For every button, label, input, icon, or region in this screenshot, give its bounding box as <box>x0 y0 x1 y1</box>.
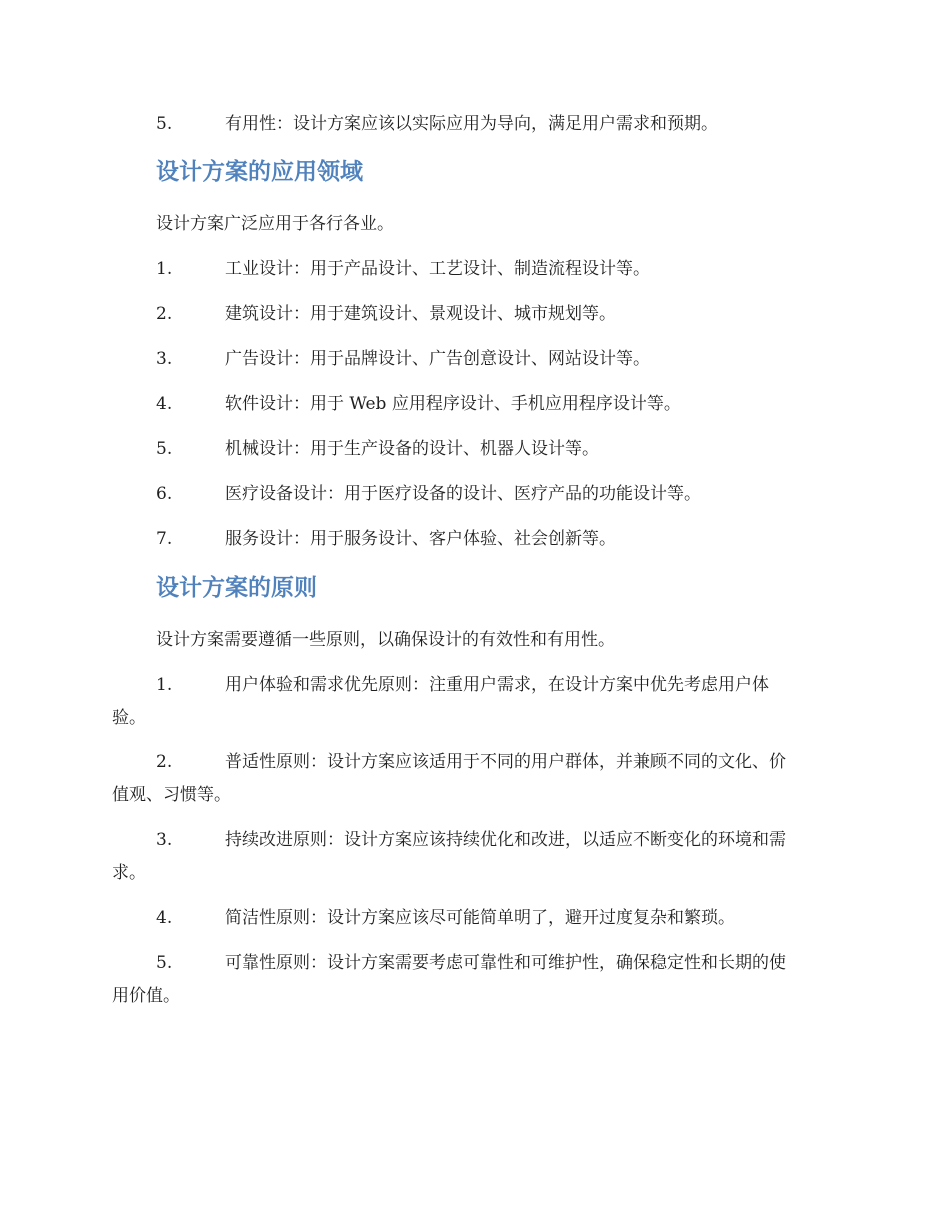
list-number: 6. <box>156 484 173 504</box>
list-item <box>112 902 838 935</box>
list-text-line1: 普适性原则：设计方案应该适用于不同的用户群体，并兼顾不同的文化、价 <box>225 752 786 772</box>
section-heading: 设计方案的原则 <box>156 575 317 601</box>
list-number: 4. <box>156 908 173 928</box>
list-item <box>112 298 838 331</box>
list-item <box>112 478 838 511</box>
list-item <box>112 669 838 735</box>
list-text-line2: 求。 <box>112 863 146 883</box>
section-heading: 设计方案的应用领域 <box>156 159 363 185</box>
list-item <box>112 343 838 376</box>
list-item <box>112 523 838 556</box>
list-number: 5. <box>156 114 173 134</box>
list-text: 服务设计：用于服务设计、客户体验、社会创新等。 <box>225 529 616 549</box>
list-item <box>112 824 838 890</box>
list-text-line1: 用户体验和需求优先原则：注重用户需求，在设计方案中优先考虑用户体 <box>225 675 769 695</box>
list-number: 3. <box>156 830 173 850</box>
list-item <box>112 746 838 812</box>
list-text: 建筑设计：用于建筑设计、景观设计、城市规划等。 <box>225 304 616 324</box>
list-number: 7. <box>156 529 173 549</box>
section-intro: 设计方案需要遵循一些原则，以确保设计的有效性和有用性。 <box>156 630 615 650</box>
list-text: 医疗设备设计：用于医疗设备的设计、医疗产品的功能设计等。 <box>225 484 701 504</box>
list-text: 工业设计：用于产品设计、工艺设计、制造流程设计等。 <box>225 259 650 279</box>
list-number: 1. <box>156 675 173 695</box>
list-item <box>112 433 838 466</box>
list-text: 软件设计：用于 Web 应用程序设计、手机应用程序设计等。 <box>225 394 681 414</box>
list-text: 简洁性原则：设计方案应该尽可能简单明了，避开过度复杂和繁琐。 <box>225 908 735 928</box>
list-number: 5. <box>156 439 173 459</box>
list-item <box>112 253 838 286</box>
list-number: 3. <box>156 349 173 369</box>
list-number: 5. <box>156 953 173 973</box>
list-number: 4. <box>156 394 173 414</box>
list-text-line2: 值观、习惯等。 <box>112 785 231 805</box>
section-intro: 设计方案广泛应用于各行各业。 <box>156 214 394 234</box>
list-text: 有用性：设计方案应该以实际应用为导向，满足用户需求和预期。 <box>225 114 718 134</box>
list-text-line1: 可靠性原则：设计方案需要考虑可靠性和可维护性，确保稳定性和长期的使 <box>225 953 786 973</box>
list-item <box>112 947 838 1013</box>
list-text-line2: 验。 <box>112 708 146 728</box>
list-number: 2. <box>156 304 173 324</box>
list-text-line1: 持续改进原则：设计方案应该持续优化和改进，以适应不断变化的环境和需 <box>225 830 786 850</box>
list-text: 机械设计：用于生产设备的设计、机器人设计等。 <box>225 439 599 459</box>
list-item <box>112 388 838 421</box>
list-number: 2. <box>156 752 173 772</box>
list-text-line2: 用价值。 <box>112 986 180 1006</box>
list-item <box>112 108 838 141</box>
list-text: 广告设计：用于品牌设计、广告创意设计、网站设计等。 <box>225 349 650 369</box>
list-number: 1. <box>156 259 173 279</box>
